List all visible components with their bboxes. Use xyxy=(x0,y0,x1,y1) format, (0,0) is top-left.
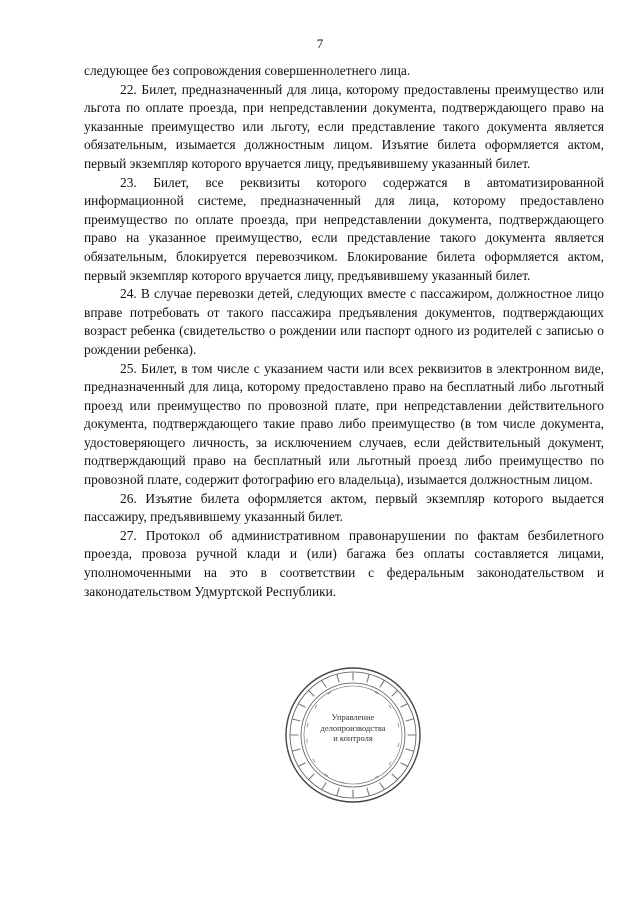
paragraph-continuation: следующее без сопровождения совершеннолетнего лица. xyxy=(84,63,411,78)
document-body xyxy=(84,62,604,601)
paragraph-27: 27. Протокол об административном правонарушении по фактам безбилетного проезда, провоза ручной клади и (или) багажа без оплаты составляется лицами, уполномоченными на это в соответствии с федеральным законодательством и законодательством Удмуртской Республики. xyxy=(84,527,604,599)
paragraph-23: 23. Билет, все реквизиты которого содержатся в автоматизированной информационной системе, предназначенный для лица, которому предоставлено преимущество по оплате проезда, при непредставлении документа, подтверждающего право на указанное преимущество, если представление такого документа является обязательным, блокируется перевозчиком. Блокирование билета оформляется актом, первый экземпляр которого вручается лицу, предъявившему указанный билет. xyxy=(84,174,604,283)
stamp-line-2: делопроизводства xyxy=(320,722,386,733)
paragraph-24: 24. В случае перевозки детей, следующих вместе с пассажиром, должностное лицо вправе потребовать от такого пассажира предъявления документов, подтверждающих возраст ребенка (свидетельство о рождении или паспорт одного из родителей с записью о рождении ребенка). xyxy=(84,286,604,357)
official-stamp xyxy=(283,665,423,805)
stamp-line-1: Управление xyxy=(331,712,375,722)
stamp-line-3: и контроля xyxy=(333,733,373,743)
page-number: 7 xyxy=(316,36,324,51)
paragraph-22: 22. Билет, предназначенный для лица, которому предоставлены преимущество или льгота по оплате проезда, при непредставлении документа, подтверждающего право на указанные преимущество или льготу, если представление такого документа является обязательным, изымается должностным лицом. Изъятие билета оформляется актом, первый экземпляр которого вручается лицу, предъявившему указанный билет. xyxy=(84,81,604,171)
paragraph-25: 25. Билет, в том числе с указанием части или всех реквизитов в электронном виде, предназначенный для лица, которому предоставлено право на бесплатный либо льготный проезд или преимущество по провозной плате, при непредставлении действительного документа, подтверждающего такие право либо преимущество (в том числе документа, удостоверяющего личность, за исключением случаев, если действительный документ, подтверждающий право на бесплатный или льготный проезд либо преимущество по провозной плате, содержит фотографию его владельца), изымается должностным лицом. xyxy=(84,360,604,488)
paragraph-26: 26. Изъятие билета оформляется актом, первый экземпляр которого выдается пассажиру, предъявившему указанный билет. xyxy=(84,490,604,525)
stamp-text xyxy=(311,712,395,758)
